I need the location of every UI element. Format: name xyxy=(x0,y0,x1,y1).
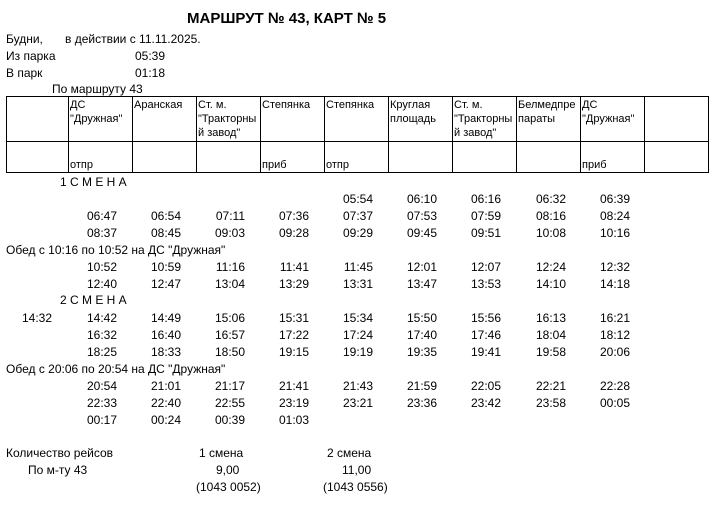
time-cell: 12:07 xyxy=(470,260,501,274)
time-cell: 08:16 xyxy=(535,209,566,223)
time-cell: 07:59 xyxy=(470,209,501,223)
time-cell: 12:24 xyxy=(535,260,566,274)
time-cell: 23:42 xyxy=(470,396,501,410)
time-cell: 17:46 xyxy=(470,328,501,342)
header-blank xyxy=(7,97,69,142)
time-cell: 23:58 xyxy=(535,396,566,410)
lunch-break-2: Обед с 20:06 по 20:54 на ДС "Дружная" xyxy=(6,362,226,376)
time-cell: 08:24 xyxy=(599,209,630,223)
time-cell: 09:29 xyxy=(342,226,373,240)
shift-1-label: 1 С М Е Н А xyxy=(60,175,127,189)
time-cell: 19:58 xyxy=(535,345,566,359)
time-cell: 06:10 xyxy=(406,192,437,206)
time-cell: 11:41 xyxy=(279,260,309,274)
time-cell: 15:34 xyxy=(342,311,373,325)
time-cell: 12:01 xyxy=(406,260,437,274)
time-cell: 23:19 xyxy=(278,396,309,410)
time-cell: 01:03 xyxy=(278,413,309,427)
time-cell: 08:45 xyxy=(150,226,181,240)
summary-label: Количество рейсов xyxy=(6,446,114,460)
to-park-label: В парк xyxy=(6,66,43,80)
stops-header-table xyxy=(6,96,709,173)
page-title: МАРШРУТ № 43, КАРТ № 5 xyxy=(187,10,387,27)
time-cell: 22:55 xyxy=(214,396,245,410)
summary-shift-2-header: 2 смена xyxy=(327,446,372,460)
time-cell: 00:24 xyxy=(150,413,181,427)
stop-sub xyxy=(133,142,197,173)
time-cell: 13:29 xyxy=(278,277,309,291)
stop-sub xyxy=(453,142,517,173)
time-cell: 13:04 xyxy=(214,277,245,291)
summary-shift-2-value: 11,00 xyxy=(342,463,372,477)
time-cell: 17:22 xyxy=(278,328,309,342)
time-cell: 18:50 xyxy=(214,345,245,359)
time-cell: 12:47 xyxy=(150,277,181,291)
time-cell: 10:59 xyxy=(150,260,181,274)
time-cell: 00:17 xyxy=(86,413,117,427)
time-cell: 10:52 xyxy=(86,260,117,274)
time-cell: 18:25 xyxy=(86,345,117,359)
time-cell: 14:42 xyxy=(86,311,117,325)
time-cell: 21:43 xyxy=(342,379,373,393)
time-cell: 20:06 xyxy=(599,345,630,359)
time-cell: 07:36 xyxy=(278,209,309,223)
time-cell: 16:21 xyxy=(599,311,630,325)
time-cell: 20:54 xyxy=(86,379,117,393)
time-cell: 12:40 xyxy=(86,277,117,291)
time-cell: 19:19 xyxy=(342,345,373,359)
time-cell: 07:53 xyxy=(406,209,437,223)
time-cell: 10:08 xyxy=(535,226,566,240)
time-cell: 06:32 xyxy=(535,192,566,206)
summary-shift-2-code: (1043 0556) xyxy=(323,480,388,494)
stop-sub xyxy=(197,142,261,173)
time-cell: 21:59 xyxy=(406,379,437,393)
time-cell: 11:16 xyxy=(215,260,245,274)
time-cell: 22:28 xyxy=(599,379,630,393)
time-cell: 16:57 xyxy=(214,328,245,342)
time-cell: 21:41 xyxy=(278,379,309,393)
from-park-time: 05:39 xyxy=(135,49,166,63)
time-cell: 19:41 xyxy=(470,345,501,359)
time-cell: 10:16 xyxy=(599,226,630,240)
time-cell: 06:16 xyxy=(470,192,501,206)
time-cell: 23:36 xyxy=(406,396,437,410)
stop-sub xyxy=(389,142,453,173)
time-cell: 07:11 xyxy=(215,209,245,223)
stop-sub xyxy=(517,142,581,173)
time-cell: 00:05 xyxy=(599,396,630,410)
time-cell: 12:32 xyxy=(599,260,630,274)
time-cell: 16:40 xyxy=(150,328,181,342)
time-cell: 21:01 xyxy=(150,379,181,393)
summary-shift-1-value: 9,00 xyxy=(216,463,240,477)
stop-name: Степянка xyxy=(261,97,325,142)
time-cell: 06:39 xyxy=(599,192,630,206)
lunch-break-1: Обед с 10:16 по 10:52 на ДС "Дружная" xyxy=(6,243,226,257)
header-blank xyxy=(645,142,709,173)
time-cell: 07:37 xyxy=(342,209,373,223)
summary-route-label: По м-ту 43 xyxy=(28,463,88,477)
time-cell: 17:24 xyxy=(342,328,373,342)
time-cell: 14:10 xyxy=(535,277,566,291)
stop-name: Ст. м. "Тракторны й завод" xyxy=(453,97,517,142)
time-cell: 18:04 xyxy=(535,328,566,342)
time-cell: 18:12 xyxy=(599,328,630,342)
time-cell: 13:31 xyxy=(342,277,373,291)
time-cell: 13:47 xyxy=(406,277,437,291)
stop-sub: отпр xyxy=(325,142,389,173)
stop-name: Круглая площадь xyxy=(389,97,453,142)
route-label: По маршруту 43 xyxy=(52,82,143,96)
time-cell: 19:15 xyxy=(278,345,309,359)
time-cell: 16:13 xyxy=(535,311,566,325)
time-cell: 09:45 xyxy=(406,226,437,240)
to-park-time: 01:18 xyxy=(135,66,166,80)
time-cell: 09:03 xyxy=(214,226,245,240)
stop-name: Степянка xyxy=(325,97,389,142)
stop-name: Аранская xyxy=(133,97,197,142)
stop-name: ДС "Дружная" xyxy=(69,97,133,142)
stop-name: Белмедпре параты xyxy=(517,97,581,142)
from-park-label: Из парка xyxy=(6,49,56,63)
time-cell: 06:47 xyxy=(86,209,117,223)
time-cell: 18:33 xyxy=(150,345,181,359)
time-cell: 21:17 xyxy=(214,379,245,393)
time-cell: 22:33 xyxy=(86,396,117,410)
time-cell: 00:39 xyxy=(214,413,245,427)
stop-name: Ст. м. "Тракторны й завод" xyxy=(197,97,261,142)
shift-2-start-time: 14:32 xyxy=(22,311,53,325)
header-blank xyxy=(7,142,69,173)
valid-from: в действии с 11.11.2025. xyxy=(65,32,201,46)
time-cell: 13:53 xyxy=(470,277,501,291)
time-cell: 22:21 xyxy=(535,379,566,393)
time-cell: 14:49 xyxy=(150,311,181,325)
time-cell: 15:56 xyxy=(470,311,501,325)
time-cell: 06:54 xyxy=(150,209,181,223)
time-cell: 05:54 xyxy=(342,192,373,206)
stop-sub: отпр xyxy=(69,142,133,173)
stop-sub: приб xyxy=(581,142,645,173)
stop-sub: приб xyxy=(261,142,325,173)
shift-2-label: 2 С М Е Н А xyxy=(60,293,127,307)
time-cell: 15:31 xyxy=(278,311,309,325)
day-type: Будни, xyxy=(6,32,43,46)
summary-shift-1-header: 1 смена xyxy=(199,446,244,460)
time-cell: 19:35 xyxy=(406,345,437,359)
time-cell: 22:40 xyxy=(150,396,181,410)
header-blank xyxy=(645,97,709,142)
time-cell: 15:06 xyxy=(214,311,245,325)
time-cell: 09:51 xyxy=(470,226,501,240)
stop-name: ДС "Дружная" xyxy=(581,97,645,142)
time-cell: 09:28 xyxy=(278,226,309,240)
time-cell: 15:50 xyxy=(406,311,437,325)
time-cell: 11:45 xyxy=(343,260,373,274)
time-cell: 08:37 xyxy=(86,226,117,240)
time-cell: 22:05 xyxy=(470,379,501,393)
time-cell: 14:18 xyxy=(599,277,630,291)
time-cell: 17:40 xyxy=(406,328,437,342)
time-cell: 23:21 xyxy=(342,396,373,410)
time-cell: 16:32 xyxy=(86,328,117,342)
summary-shift-1-code: (1043 0052) xyxy=(196,480,261,494)
